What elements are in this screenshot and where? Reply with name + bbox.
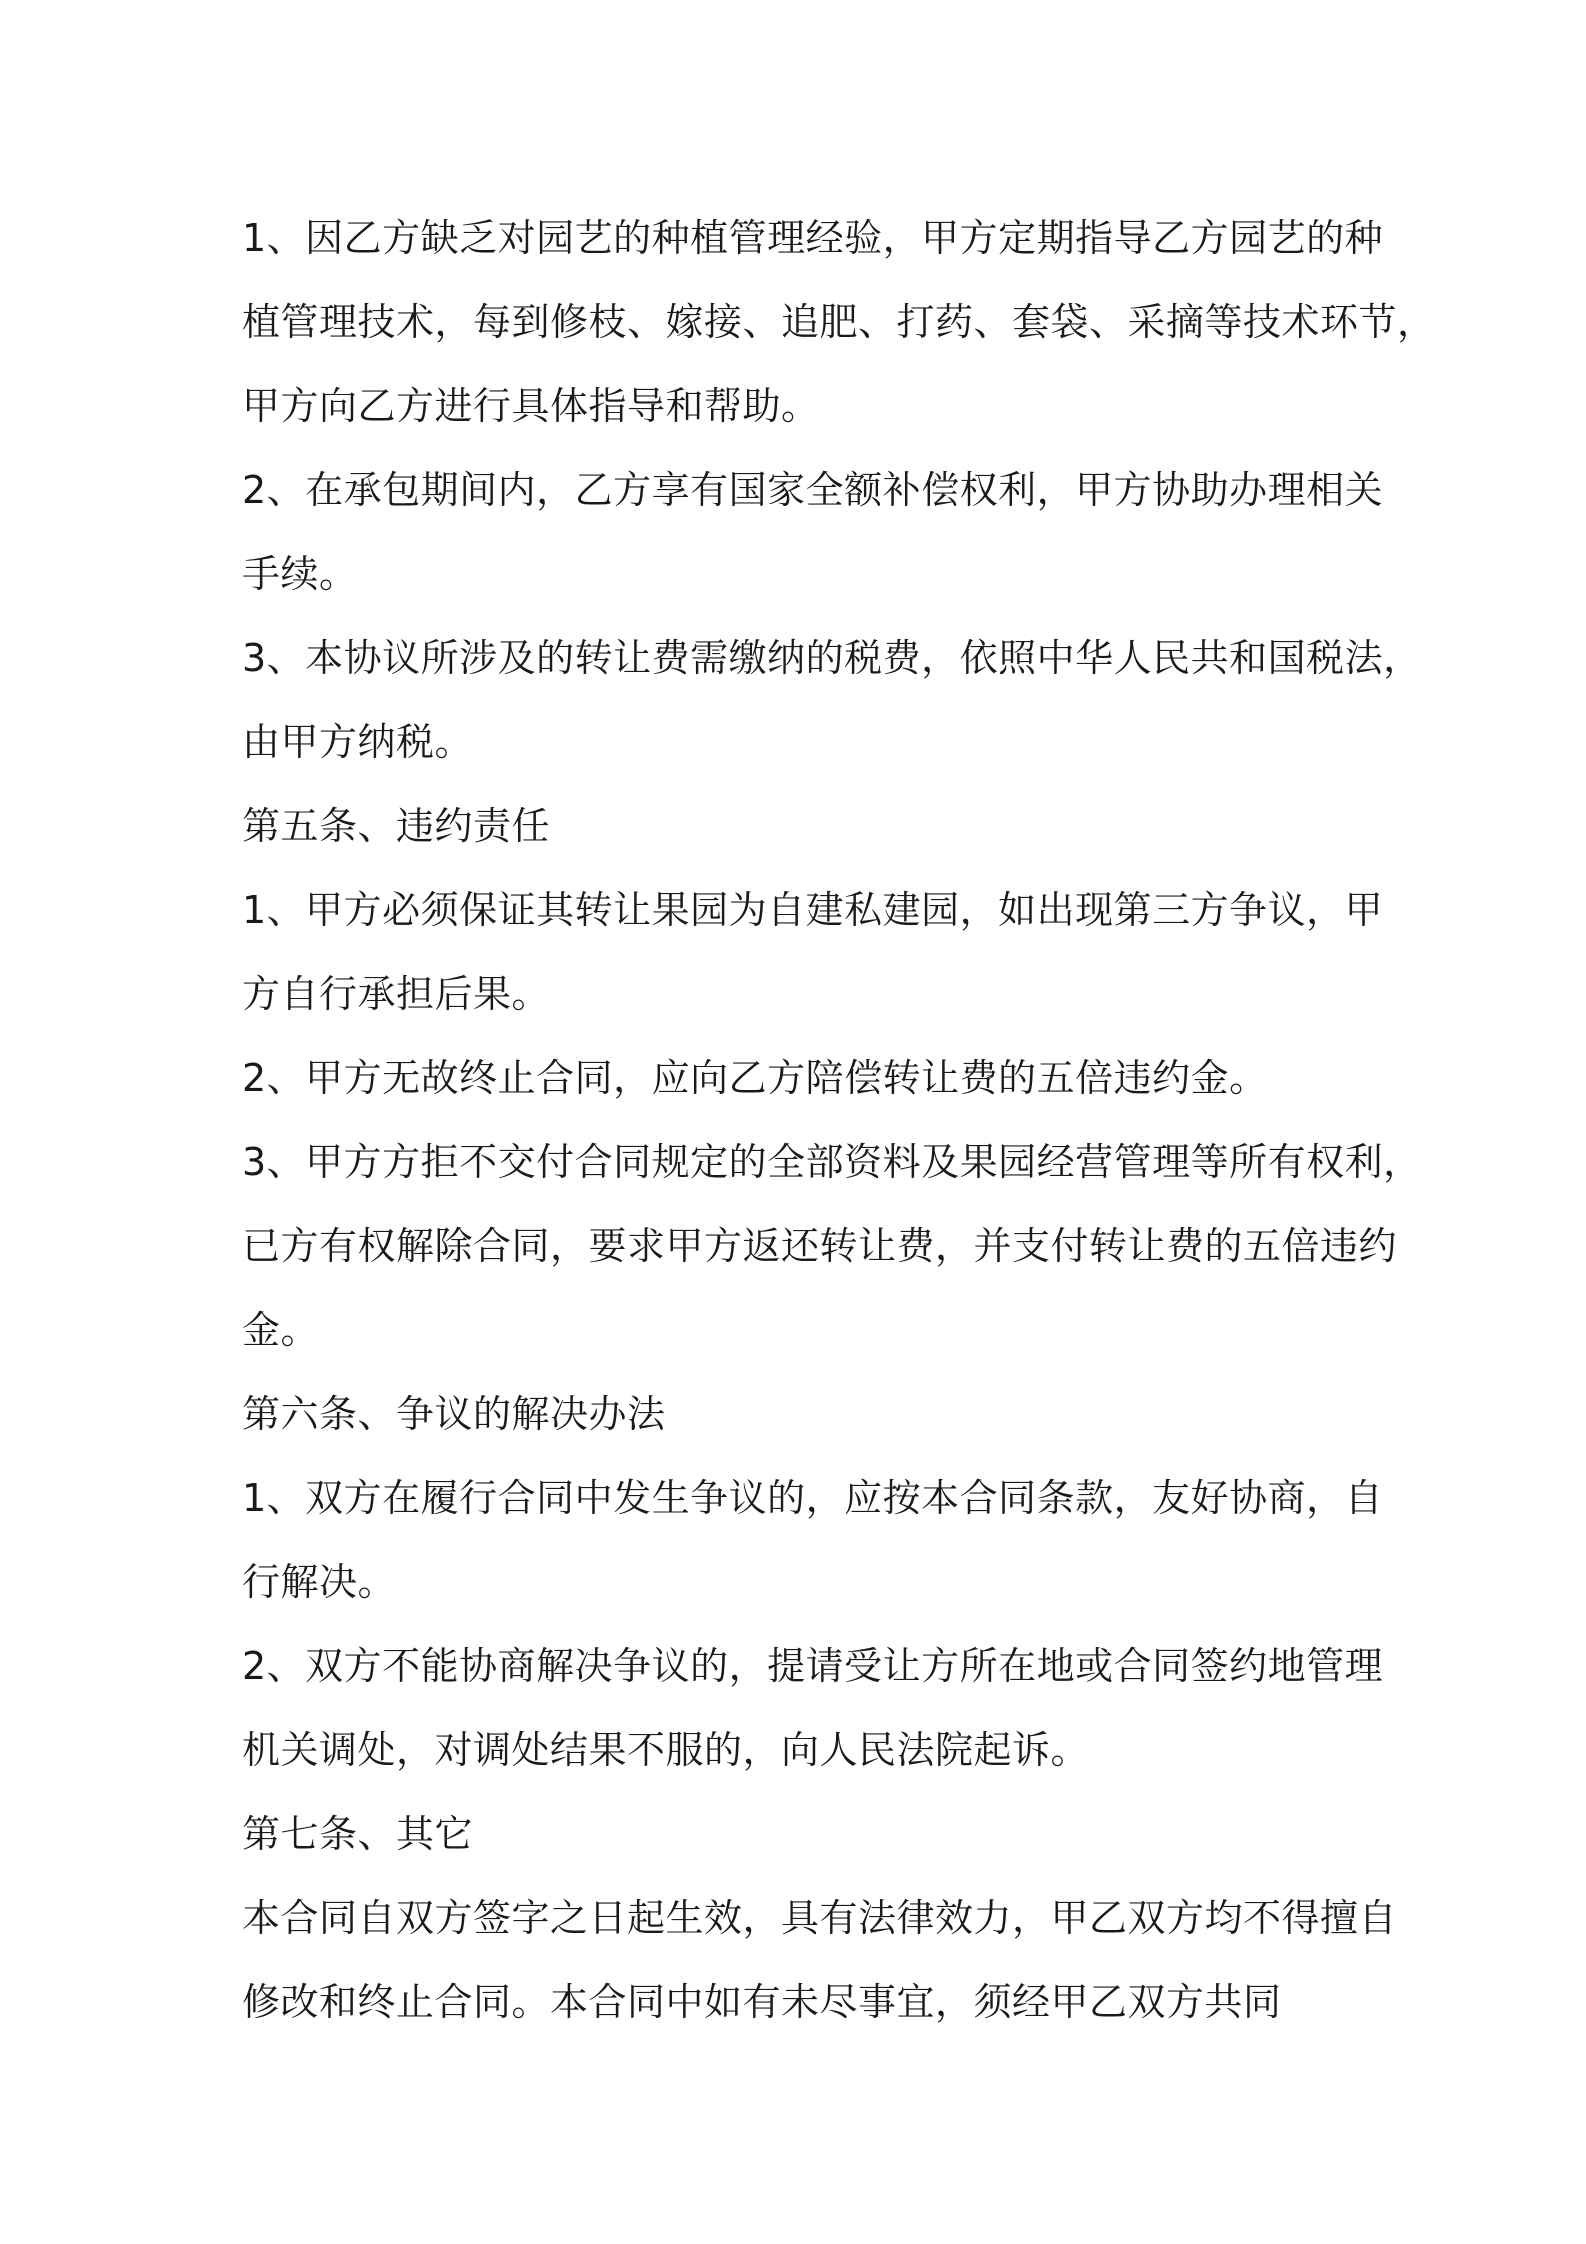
section-heading: 第五条、违约责任 <box>242 804 551 848</box>
text-line: 3、甲方方拒不交付合同规定的全部资料及果园经营管理等所有权利， <box>242 1140 1422 1184</box>
text-line: 机关调处，对调处结果不服的，向人民法院起诉。 <box>242 1728 1090 1772</box>
text-line: 1、双方在履行合同中发生争议的，应按本合同条款，友好协商，自 <box>242 1476 1384 1520</box>
text-line: 方自行承担后果。 <box>242 972 551 1016</box>
text-line: 植管理技术，每到修枝、嫁接、追肥、打药、套袋、采摘等技术环节， <box>242 300 1436 344</box>
text-line: 2、双方不能协商解决争议的，提请受让方所在地或合同签约地管理 <box>242 1644 1384 1688</box>
text-line: 行解决。 <box>242 1560 397 1604</box>
text-line: 1、甲方必须保证其转让果园为自建私建园，如出现第三方争议，甲 <box>242 888 1384 932</box>
text-line: 修改和终止合同。本合同中如有未尽事宜，须经甲乙双方共同 <box>242 1980 1282 2024</box>
text-line: 2、在承包期间内，乙方享有国家全额补偿权利，甲方协助办理相关 <box>242 468 1384 512</box>
section-heading: 第七条、其它 <box>242 1812 474 1856</box>
text-line: 2、甲方无故终止合同，应向乙方陪偿转让费的五倍违约金。 <box>242 1056 1268 1100</box>
text-line: 1、因乙方缺乏对园艺的种植管理经验，甲方定期指导乙方园艺的种 <box>242 216 1384 260</box>
text-line: 手续。 <box>242 552 358 596</box>
text-line: 本合同自双方签字之日起生效，具有法律效力，甲乙双方均不得擅自 <box>242 1896 1398 1940</box>
text-line: 金。 <box>242 1308 320 1352</box>
text-line: 甲方向乙方进行具体指导和帮助。 <box>242 384 820 428</box>
document-body <box>242 196 1436 2044</box>
section-heading: 第六条、争议的解决办法 <box>242 1392 666 1436</box>
text-line: 由甲方纳税。 <box>242 720 474 764</box>
text-line: 3、本协议所涉及的转让费需缴纳的税费，依照中华人民共和国税法， <box>242 636 1422 680</box>
text-line: 已方有权解除合同，要求甲方返还转让费，并支付转让费的五倍违约 <box>242 1224 1398 1268</box>
